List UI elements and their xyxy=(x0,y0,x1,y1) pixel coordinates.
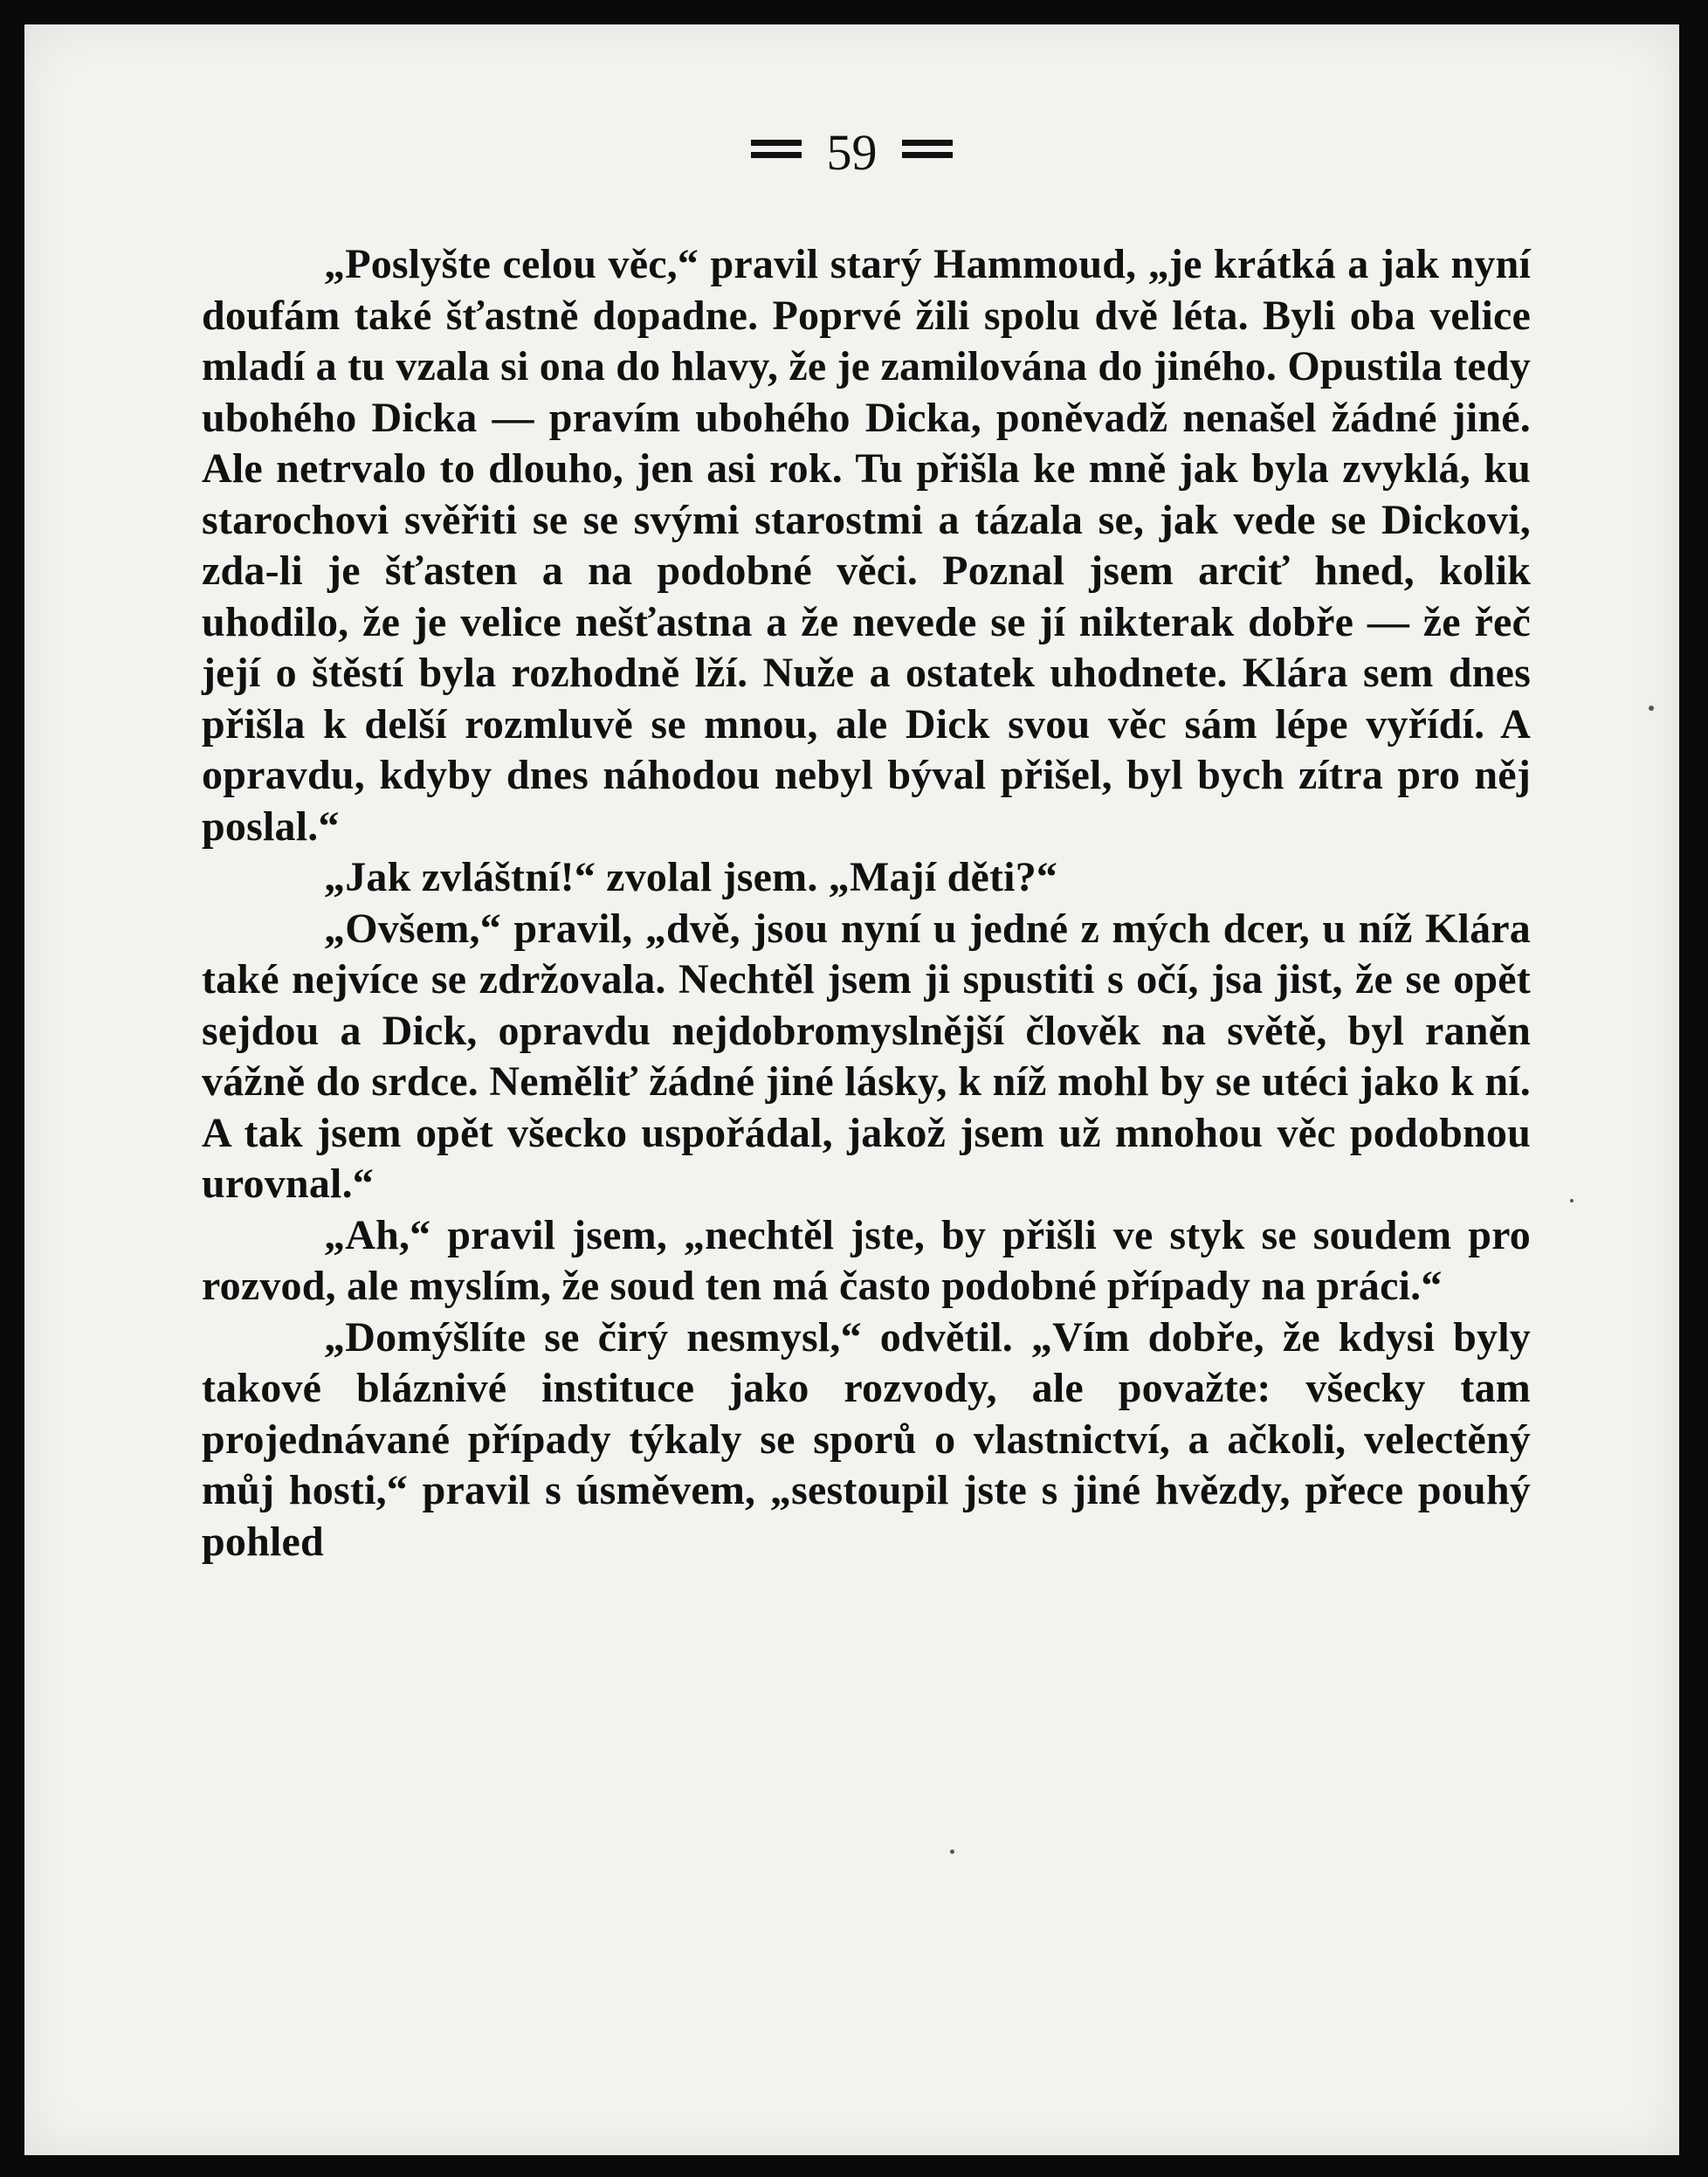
page-header xyxy=(24,122,1679,181)
paragraph-2: „Jak zvláštní!“ zvolal jsem. „Mají děti?“ xyxy=(324,854,1058,900)
book-page xyxy=(24,24,1679,2155)
body-text xyxy=(202,239,1531,1567)
paragraph-4: „Ah,“ pravil jsem, „nechtěl jste, by přišli ve styk se soudem pro rozvod, ale myslím, že soud ten má často podobné případy na práci.“ xyxy=(202,1211,1531,1309)
page-number: 59 xyxy=(826,123,878,181)
paragraph-3: „Ovšem,“ pravil, „dvě, jsou nyní u jedné z mých dcer, u níž Klára také nejvíce se zdržovala. Nechtěl jsem ji spustiti s očí, jsa jist, že se opět sejdou a Dick, opravdu nejdobromyslnější člověk na světě, byl raněn vážně do srdce. Neměliť žádné jiné lásky, k níž mohl by se utéci jako k ní. A tak jsem opět všecko uspořádal, jakož jsem už mnohou věc podobnou urovnal.“ xyxy=(202,905,1531,1207)
scan-speck xyxy=(1570,1199,1574,1202)
left-ornament-icon xyxy=(751,138,802,161)
right-ornament-icon xyxy=(902,138,953,161)
paragraph-5: „Domýšlíte se čirý nesmysl,“ odvětil. „Vím dobře, že kdysi byly takové bláznivé instituce jako rozvody, ale považte: všecky tam projednávané případy týkaly se sporů o vlastnictví, a ačkoli, velectěný můj hosti,“ pravil s úsměvem, „sestoupil jste s jiné hvězdy, přece pouhý pohled xyxy=(202,1313,1531,1565)
scan-speck xyxy=(1649,706,1654,711)
paragraph-1: „Poslyšte celou věc,“ pravil starý Hammoud, „je krátká a jak nyní doufám také šťastně dopadne. Poprvé žili spolu dvě léta. Byli oba velice mladí a tu vzala si ona do hlavy, že je zamilována do jiného. Opustila tedy ubohého Dicka — pravím ubohého Dicka, poněvadž nenašel žádné jiné. Ale netrvalo to dlouho, jen asi rok. Tu přišla ke mně jak byla zvyklá, ku starochovi svěřiti se se svými starostmi a tázala se, jak vede se Dickovi, zda-li je šťasten a na podobné věci. Poznal jsem arciť hned, kolik uhodilo, že je velice nešťastna a že nevede se jí nikterak dobře — že řeč její o štěstí byla rozhodně lží. Nuže a ostatek uhodnete. Klára sem dnes přišla k delší rozmluvě se mnou, ale Dick svou věc sám lépe vyřídí. A opravdu, kdyby dnes náhodou nebyl býval přišel, byl bych zítra pro něj poslal.“ xyxy=(202,241,1531,850)
scan-speck xyxy=(950,1850,954,1854)
